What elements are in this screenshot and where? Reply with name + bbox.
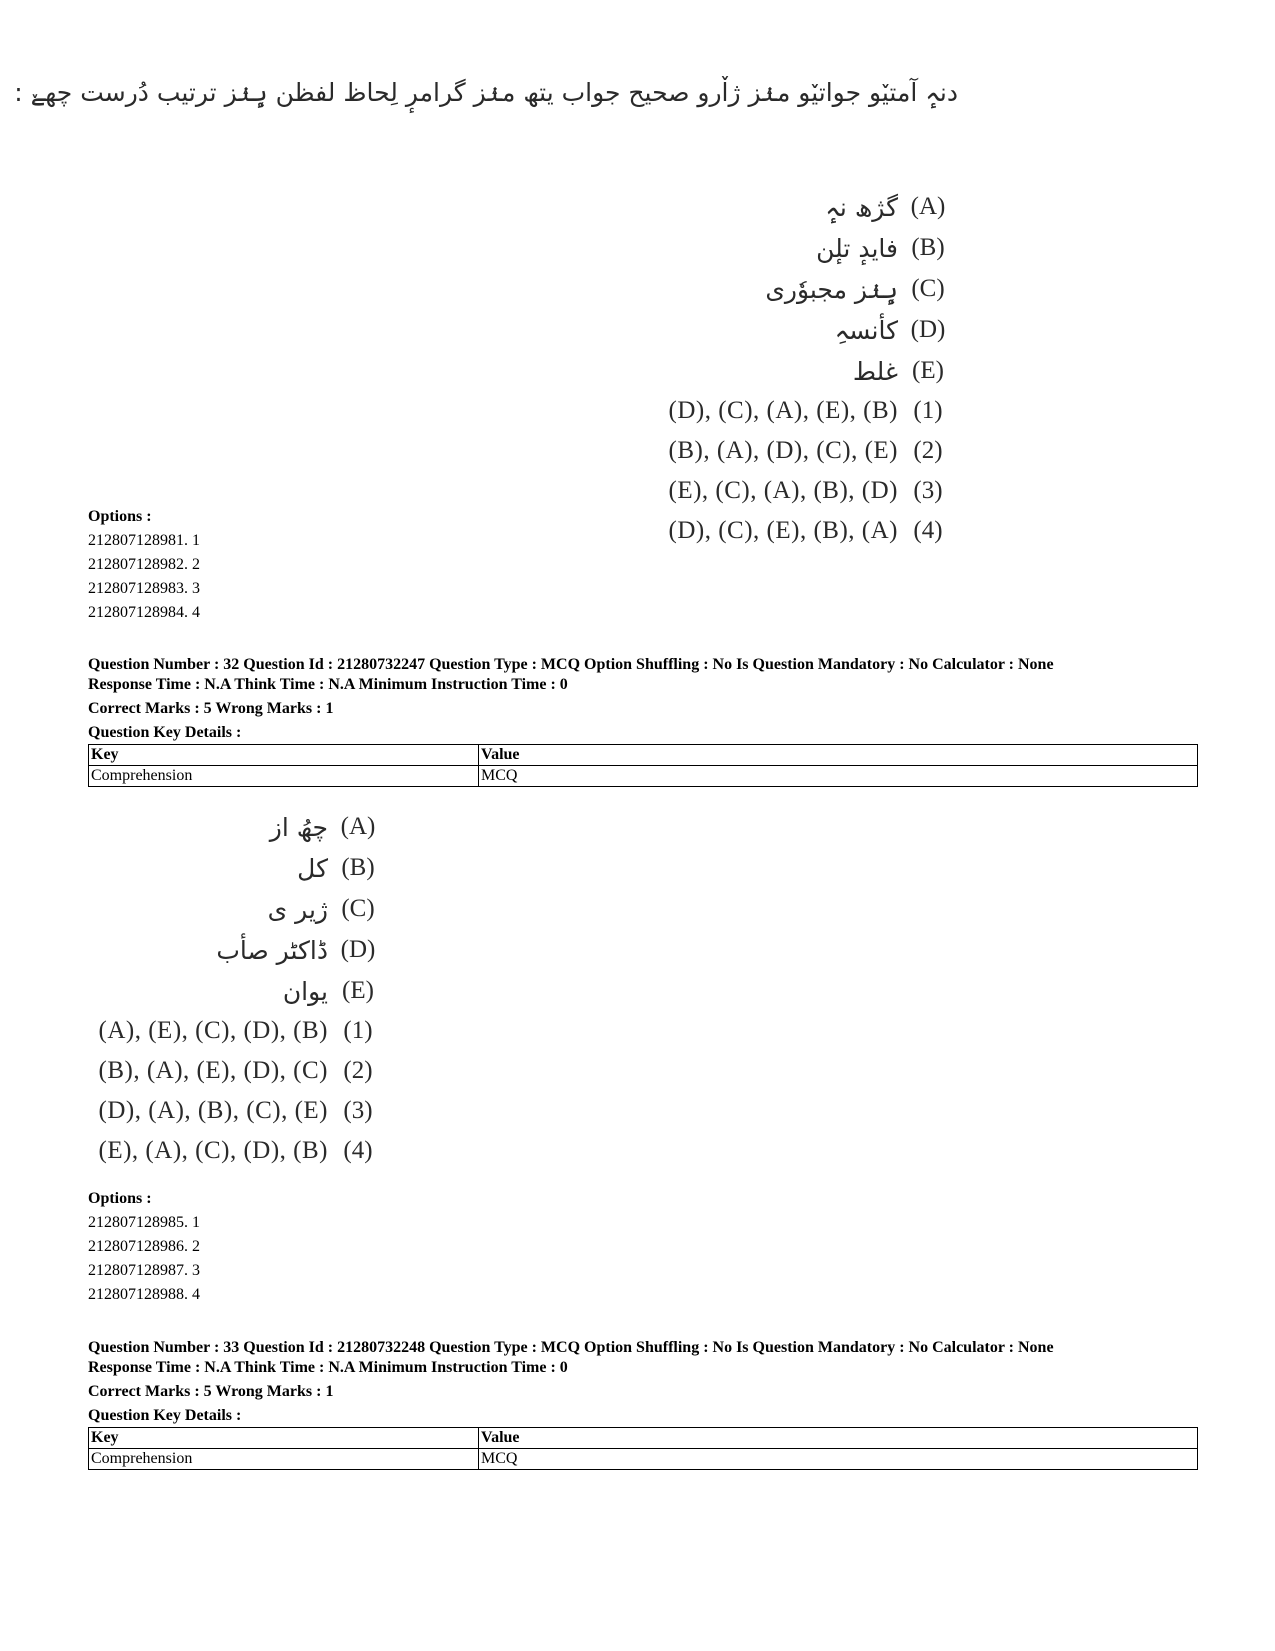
q31-item-e: غلط (E) bbox=[852, 356, 944, 386]
q32-meta-line2: Response Time : N.A Think Time : N.A Minimum Instruction Time : 0 bbox=[88, 676, 568, 693]
q31-choice-1: (D), (C), (A), (E), (B) (1) bbox=[668, 397, 943, 424]
q33-meta-line2: Response Time : N.A Think Time : N.A Minimum Instruction Time : 0 bbox=[88, 1359, 568, 1376]
q32-question-block bbox=[88, 808, 388, 1188]
q32-choice-1: (A), (E), (C), (D), (B) (1) bbox=[98, 1017, 373, 1044]
q33-key-table bbox=[88, 1427, 1198, 1470]
option-item: 212807128986. 2 bbox=[88, 1238, 200, 1255]
q33-marks: Correct Marks : 5 Wrong Marks : 1 bbox=[88, 1383, 334, 1400]
value-header: Value bbox=[479, 1428, 1198, 1449]
q33-key-details-label: Question Key Details : bbox=[88, 1407, 242, 1424]
q31-item-a: گژھ نہٕ (A) bbox=[825, 192, 946, 222]
q32-meta-line1: Question Number : 32 Question Id : 21280732247 Question Type : MCQ Option Shuffling : No Is Question Mandatory : No Calculator : None bbox=[88, 656, 1054, 673]
option-item: 212807128984. 4 bbox=[88, 604, 200, 621]
q31-choice-4: (D), (C), (E), (B), (A) (4) bbox=[668, 517, 943, 544]
option-item: 212807128987. 3 bbox=[88, 1262, 200, 1279]
q32-key-table bbox=[88, 744, 1198, 787]
value-cell: MCQ bbox=[479, 766, 1198, 787]
table-header-row bbox=[89, 745, 1198, 766]
q32-choice-3: (D), (A), (B), (C), (E) (3) bbox=[98, 1097, 373, 1124]
key-header: Key bbox=[89, 745, 479, 766]
key-cell: Comprehension bbox=[89, 1449, 479, 1470]
option-item: 212807128988. 4 bbox=[88, 1286, 200, 1303]
q31-item-d: کأنسہِ (D) bbox=[834, 315, 946, 345]
q32-item-b: کل (B) bbox=[297, 853, 375, 883]
q32-item-d: ڈاکٹر صأب (D) bbox=[216, 935, 376, 965]
option-item: 212807128985. 1 bbox=[88, 1214, 200, 1231]
q33-meta bbox=[88, 1336, 1054, 1428]
q32-meta bbox=[88, 653, 1054, 745]
value-header: Value bbox=[479, 745, 1198, 766]
q32-item-e: یوان (E) bbox=[282, 976, 374, 1006]
q31-options bbox=[88, 505, 200, 625]
q32-item-a: چھُ از (A) bbox=[269, 812, 376, 842]
key-cell: Comprehension bbox=[89, 766, 479, 787]
q32-choice-2: (B), (A), (E), (D), (C) (2) bbox=[98, 1057, 373, 1084]
q31-choice-3: (E), (C), (A), (B), (D) (3) bbox=[668, 477, 943, 504]
table-header-row bbox=[89, 1428, 1198, 1449]
q32-choice-4: (E), (A), (C), (D), (B) (4) bbox=[98, 1137, 373, 1164]
q32-item-c: ژیر ی (C) bbox=[267, 894, 375, 924]
value-cell: MCQ bbox=[479, 1449, 1198, 1470]
q32-options bbox=[88, 1187, 200, 1307]
option-item: 212807128981. 1 bbox=[88, 532, 200, 549]
q31-instruction: دنہٕ آمتیٚو جواتیٚو منٛز ژاٚرو صحیح جواب یتھ منٛز گرامرٕ لِحاظ لفظن ہٕنٛز ترتیب دُرست چھےٚ : bbox=[14, 78, 958, 107]
options-label: Options : bbox=[88, 1190, 152, 1207]
q32-marks: Correct Marks : 5 Wrong Marks : 1 bbox=[88, 700, 334, 717]
option-item: 212807128983. 3 bbox=[88, 580, 200, 597]
q33-meta-line1: Question Number : 33 Question Id : 21280732248 Question Type : MCQ Option Shuffling : No Is Question Mandatory : No Calculator : None bbox=[88, 1339, 1054, 1356]
option-item: 212807128982. 2 bbox=[88, 556, 200, 573]
q32-key-details-label: Question Key Details : bbox=[88, 724, 242, 741]
table-row bbox=[89, 1449, 1198, 1470]
q31-item-c: ہٕنٛز مجبوٗری (C) bbox=[765, 274, 945, 304]
options-label: Options : bbox=[88, 508, 152, 525]
table-row bbox=[89, 766, 1198, 787]
key-header: Key bbox=[89, 1428, 479, 1449]
q31-item-b: فایدٕ تلٕن (B) bbox=[816, 233, 945, 263]
q31-choice-2: (B), (A), (D), (C), (E) (2) bbox=[668, 437, 943, 464]
